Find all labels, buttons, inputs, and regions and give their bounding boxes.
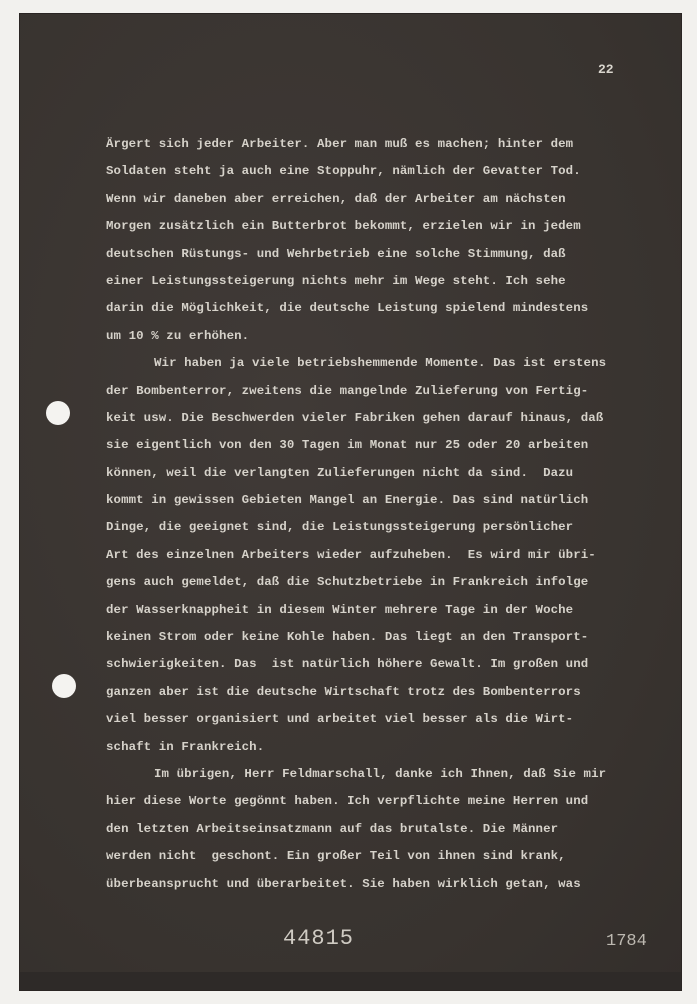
text-line: gens auch gemeldet, daß die Schutzbetriebe in Frankreich infolge xyxy=(106,575,589,590)
text-line: um 10 % zu erhöhen. xyxy=(106,328,250,343)
punch-hole xyxy=(46,401,70,425)
text-line: der Bombenterror, zweitens die mangelnde Zulieferung von Fertig- xyxy=(106,383,589,398)
text-line: darin die Möglichkeit, die deutsche Leistung spielend mindestens xyxy=(106,301,589,316)
page-number: 22 xyxy=(598,62,614,77)
text-line: Soldaten steht ja auch eine Stoppuhr, nämlich der Gevatter Tod. xyxy=(106,164,581,179)
text-line: Morgen zusätzlich ein Butterbrot bekommt, erzielen wir in jedem xyxy=(106,219,581,234)
document-body xyxy=(106,131,666,898)
text-line: können, weil die verlangten Zulieferungen nicht da sind. Dazu xyxy=(106,465,574,480)
archive-number: 1784 xyxy=(606,932,647,951)
text-line: werden nicht geschont. Ein großer Teil von ihnen sind krank, xyxy=(106,849,566,864)
text-line: überbeansprucht und überarbeitet. Sie haben wirklich getan, was xyxy=(106,876,581,891)
text-line: Im übrigen, Herr Feldmarschall, danke ich Ihnen, daß Sie mir xyxy=(154,766,607,781)
text-line: Wir haben ja viele betriebshemmende Momente. Das ist erstens xyxy=(154,356,607,371)
text-line: viel besser organisiert und arbeitet viel besser als die Wirt- xyxy=(106,712,574,727)
text-line: sie eigentlich von den 30 Tagen im Monat nur 25 oder 20 arbeiten xyxy=(106,438,589,453)
text-line: einer Leistungssteigerung nichts mehr im Wege steht. Ich sehe xyxy=(106,273,566,288)
text-line: hier diese Worte gegönnt haben. Ich verpflichte meine Herren und xyxy=(106,794,589,809)
text-line: Ärgert sich jeder Arbeiter. Aber man muß es machen; hinter dem xyxy=(106,137,574,151)
text-line: schaft in Frankreich. xyxy=(106,739,265,754)
stamp-number: 44815 xyxy=(283,926,355,951)
text-line: Wenn wir daneben aber erreichen, daß der Arbeiter am nächsten xyxy=(106,191,566,206)
text-line: deutschen Rüstungs- und Wehrbetrieb eine solche Stimmung, daß xyxy=(106,246,566,261)
page-bottom-edge xyxy=(20,972,681,990)
text-line: Art des einzelnen Arbeiters wieder aufzuheben. Es wird mir übri- xyxy=(106,547,596,562)
text-line: keit usw. Die Beschwerden vieler Fabriken gehen darauf hinaus, daß xyxy=(106,410,604,425)
text-line: ganzen aber ist die deutsche Wirtschaft trotz des Bombenterrors xyxy=(106,684,581,699)
text-line: der Wasserknappheit in diesem Winter mehrere Tage in der Woche xyxy=(106,602,574,617)
text-line: Dinge, die geeignet sind, die Leistungssteigerung persönlicher xyxy=(106,520,574,535)
punch-hole xyxy=(52,674,76,698)
text-line: kommt in gewissen Gebieten Mangel an Energie. Das sind natürlich xyxy=(106,493,589,508)
text-line: den letzten Arbeitseinsatzmann auf das brutalste. Die Männer xyxy=(106,821,559,836)
text-line: keinen Strom oder keine Kohle haben. Das liegt an den Transport- xyxy=(106,630,589,645)
text-line: schwierigkeiten. Das ist natürlich höhere Gewalt. Im großen und xyxy=(106,657,589,672)
